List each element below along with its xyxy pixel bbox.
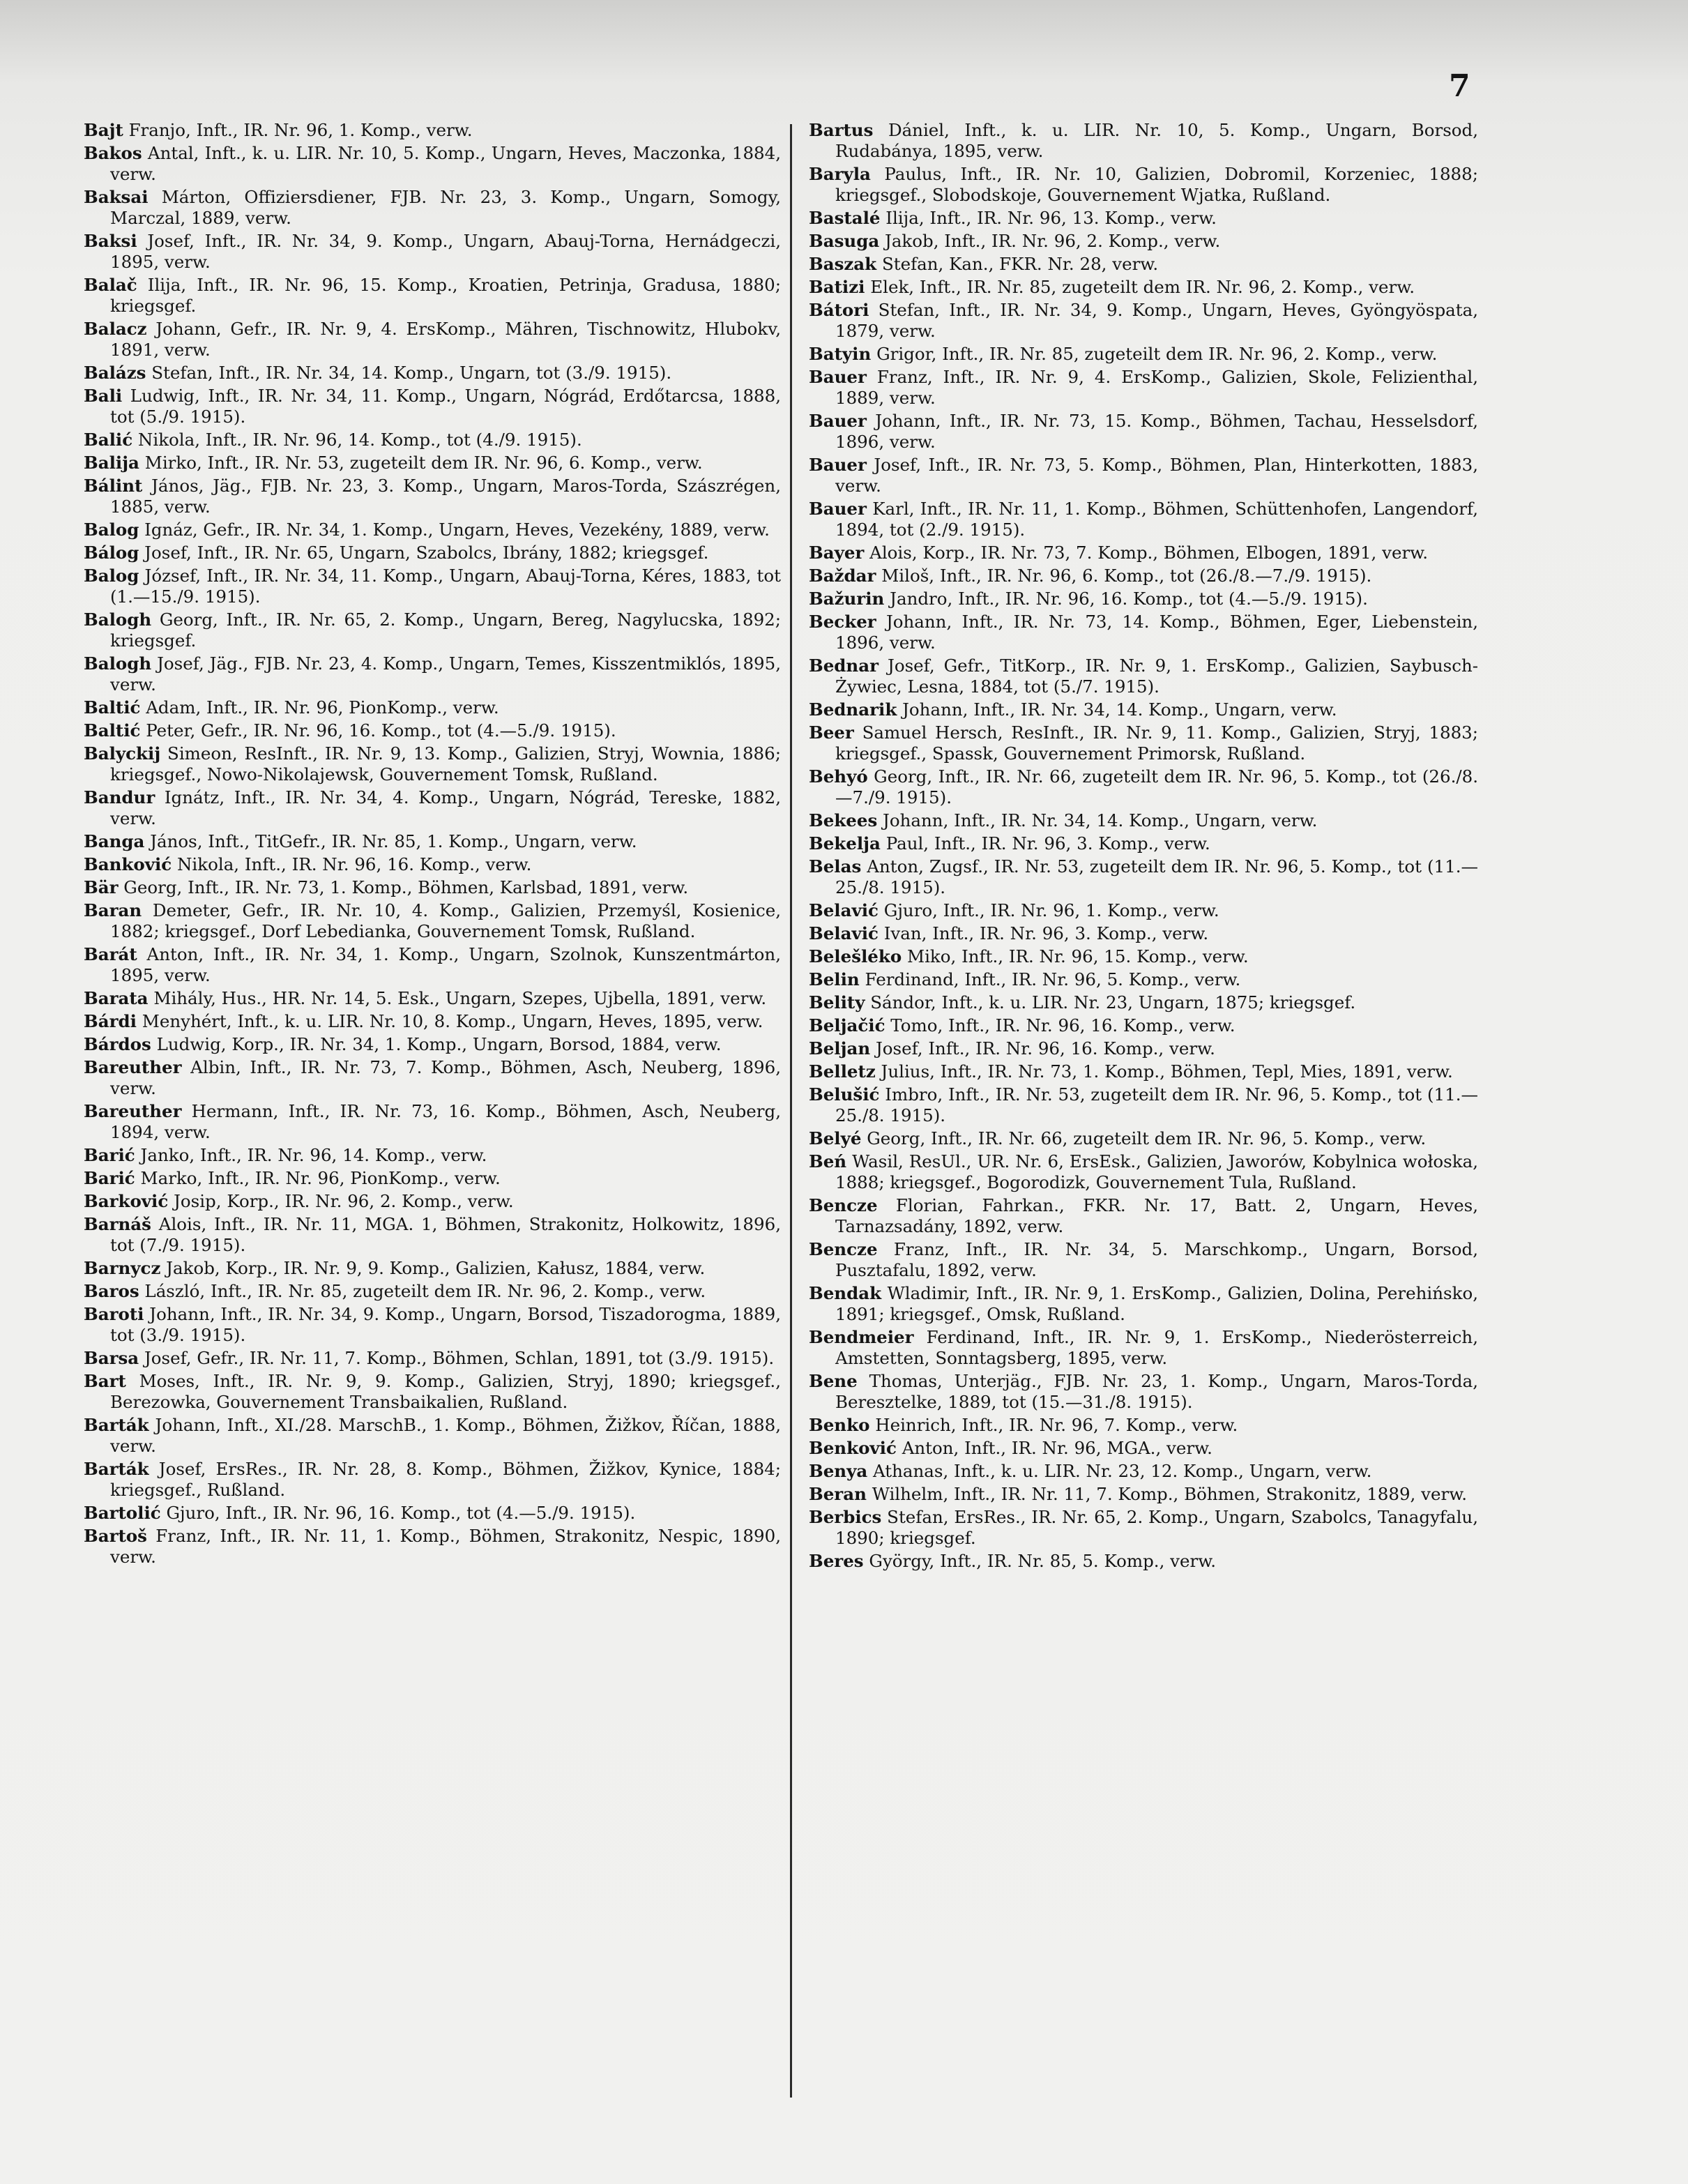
casualty-entry xyxy=(84,988,781,1009)
entry-details: Josip, Korp., IR. Nr. 96, 2. Komp., verw. xyxy=(174,1191,514,1211)
entry-details: Johann, Inft., XI./28. MarschB., 1. Komp., Böhmen, Žižkov, Říčan, 1888, verw. xyxy=(110,1415,781,1456)
casualty-entry xyxy=(809,833,1478,854)
entry-surname: Batyin xyxy=(809,344,872,364)
casualty-entry xyxy=(84,319,781,361)
casualty-entry xyxy=(84,363,781,384)
casualty-entry xyxy=(84,1459,781,1501)
entry-surname: Belletz xyxy=(809,1061,876,1082)
entry-details: Paul, Inft., IR. Nr. 96, 3. Komp., verw. xyxy=(885,833,1210,854)
casualty-entry xyxy=(84,697,781,718)
entry-details: Georg, Inft., IR. Nr. 66, zugeteilt dem IR. Nr. 96, 5. Komp., verw. xyxy=(867,1128,1427,1148)
casualty-entry xyxy=(809,1438,1478,1459)
entry-details: Johann, Inft., IR. Nr. 34, 14. Komp., Ungarn, verw. xyxy=(883,810,1318,831)
casualty-entry xyxy=(809,766,1478,808)
casualty-entry xyxy=(84,877,781,898)
casualty-entry xyxy=(84,1415,781,1457)
entry-details: Dániel, Inft., k. u. LIR. Nr. 10, 5. Komp., Ungarn, Borsod, Rudabánya, 1895, verw. xyxy=(835,120,1479,161)
entry-details: Alois, Inft., IR. Nr. 11, MGA. 1, Böhmen, Strakonitz, Holkowitz, 1896, tot (7./9. 1915). xyxy=(110,1214,781,1255)
casualty-entry xyxy=(84,386,781,427)
casualty-entry xyxy=(84,120,781,141)
entry-surname: Belešléko xyxy=(809,946,902,966)
entry-surname: Becker xyxy=(809,612,876,632)
casualty-entry xyxy=(809,254,1478,275)
entry-details: Paulus, Inft., IR. Nr. 10, Galizien, Dobromil, Korzeniec, 1888; kriegsgef., Slobodskoje, Gouvernement Wjatka, Rußland. xyxy=(835,164,1478,205)
casualty-entry xyxy=(809,120,1478,162)
casualty-entry xyxy=(84,609,781,651)
entry-surname: Baždar xyxy=(809,566,876,586)
entry-surname: Benković xyxy=(809,1438,897,1458)
casualty-entry xyxy=(84,1371,781,1413)
entry-surname: Belavić xyxy=(809,900,879,920)
casualty-entry xyxy=(809,1507,1478,1549)
entry-details: Stefan, ErsRes., IR. Nr. 65, 2. Komp., Ungarn, Szabolcs, Tanagyfalu, 1890; kriegsgef. xyxy=(835,1507,1478,1548)
entry-details: Georg, Inft., IR. Nr. 65, 2. Komp., Ungarn, Bereg, Nagylucska, 1892; kriegsgef. xyxy=(110,609,781,651)
casualty-entry xyxy=(84,1101,781,1143)
entry-surname: Bakos xyxy=(84,143,142,163)
entry-details: Menyhért, Inft., k. u. LIR. Nr. 10, 8. Komp., Ungarn, Heves, 1895, verw. xyxy=(142,1011,763,1031)
entry-details: Grigor, Inft., IR. Nr. 85, zugeteilt dem IR. Nr. 96, 2. Komp., verw. xyxy=(876,344,1438,364)
entry-surname: Bart xyxy=(84,1371,126,1391)
casualty-entry xyxy=(84,1011,781,1032)
casualty-entry xyxy=(809,589,1478,609)
casualty-entry xyxy=(84,1191,781,1212)
casualty-entry xyxy=(809,367,1478,409)
entry-details: Ludwig, Inft., IR. Nr. 34, 11. Komp., Ungarn, Nógrád, Erdőtarcsa, 1888, tot (5./9. 1915). xyxy=(110,386,781,427)
casualty-entry xyxy=(809,300,1478,342)
casualty-entry xyxy=(809,411,1478,453)
left-column xyxy=(84,120,781,1570)
entry-surname: Barković xyxy=(84,1191,169,1211)
casualty-entry xyxy=(809,543,1478,563)
entry-details: Alois, Korp., IR. Nr. 73, 7. Komp., Böhmen, Elbogen, 1891, verw. xyxy=(869,543,1429,563)
casualty-entry xyxy=(809,856,1478,898)
entry-surname: Beljan xyxy=(809,1038,871,1059)
entry-surname: Beljačić xyxy=(809,1015,885,1036)
casualty-entry xyxy=(809,231,1478,252)
entry-details: János, Inft., TitGefr., IR. Nr. 85, 1. Komp., Ungarn, verw. xyxy=(150,831,637,851)
entry-details: Janko, Inft., IR. Nr. 96, 14. Komp., verw. xyxy=(140,1145,487,1165)
casualty-entry xyxy=(84,520,781,540)
entry-surname: Bendmeier xyxy=(809,1327,914,1347)
casualty-entry xyxy=(809,499,1478,540)
entry-surname: Belavić xyxy=(809,923,879,943)
entry-surname: Bencze xyxy=(809,1239,878,1259)
casualty-entry xyxy=(84,275,781,317)
casualty-entry xyxy=(84,1526,781,1568)
casualty-entry xyxy=(809,1283,1478,1325)
casualty-entry xyxy=(84,143,781,185)
entry-details: Johann, Inft., IR. Nr. 34, 14. Komp., Ungarn, verw. xyxy=(902,699,1337,720)
entry-surname: Bauer xyxy=(809,367,867,387)
entry-surname: Bárdos xyxy=(84,1034,151,1054)
casualty-entry xyxy=(809,946,1478,967)
casualty-entry xyxy=(84,1348,781,1369)
entry-surname: Bayer xyxy=(809,543,865,563)
casualty-entry xyxy=(84,1145,781,1166)
entry-surname: Balač xyxy=(84,275,137,295)
entry-surname: Bálint xyxy=(84,476,143,496)
entry-details: Ludwig, Korp., IR. Nr. 34, 1. Komp., Ungarn, Borsod, 1884, verw. xyxy=(156,1034,722,1054)
casualty-entry xyxy=(809,1415,1478,1436)
entry-details: Heinrich, Inft., IR. Nr. 96, 7. Komp., verw. xyxy=(875,1415,1238,1435)
casualty-entry xyxy=(84,831,781,852)
entry-details: Georg, Inft., IR. Nr. 66, zugeteilt dem IR. Nr. 96, 5. Komp., tot (26./8.—7./9. 1915). xyxy=(835,766,1478,807)
entry-details: Adam, Inft., IR. Nr. 96, PionKomp., verw. xyxy=(146,697,499,718)
entry-surname: Bednar xyxy=(809,655,879,676)
entry-details: Athanas, Inft., k. u. LIR. Nr. 23, 12. Komp., Ungarn, verw. xyxy=(873,1461,1372,1481)
entry-details: Mirko, Inft., IR. Nr. 53, zugeteilt dem IR. Nr. 96, 6. Komp., verw. xyxy=(144,453,703,473)
entry-details: Nikola, Inft., IR. Nr. 96, 14. Komp., tot (4./9. 1915). xyxy=(137,430,582,450)
casualty-entry xyxy=(809,722,1478,764)
casualty-entry xyxy=(84,231,781,273)
entry-surname: Baksi xyxy=(84,231,137,251)
entry-surname: Baltić xyxy=(84,720,141,741)
entry-surname: Balogh xyxy=(84,653,152,674)
casualty-entry xyxy=(809,344,1478,365)
entry-surname: Beer xyxy=(809,722,854,743)
casualty-entry xyxy=(809,1015,1478,1036)
entry-surname: Bažurin xyxy=(809,589,885,609)
entry-details: Josef, Inft., IR. Nr. 96, 16. Komp., verw. xyxy=(875,1038,1215,1059)
entry-surname: Balyckij xyxy=(84,743,161,764)
entry-details: Stefan, Inft., IR. Nr. 34, 14. Komp., Ungarn, tot (3./9. 1915). xyxy=(151,363,672,383)
entry-details: Anton, Inft., IR. Nr. 96, MGA., verw. xyxy=(902,1438,1212,1458)
casualty-entry xyxy=(84,1281,781,1302)
entry-surname: Baryla xyxy=(809,164,871,184)
entry-details: Simeon, ResInft., IR. Nr. 9, 13. Komp., Galizien, Stryj, Wownia, 1886; kriegsgef., Nowo-Nikolajewsk, Gouvernement Tomsk, Rußland. xyxy=(110,743,781,784)
casualty-entry xyxy=(809,655,1478,697)
entry-surname: Bandur xyxy=(84,787,155,807)
entry-details: Peter, Gefr., IR. Nr. 96, 16. Komp., tot (4.—5./9. 1915). xyxy=(146,720,616,741)
entry-surname: Barták xyxy=(84,1415,149,1435)
casualty-entry xyxy=(84,720,781,741)
entry-surname: Balog xyxy=(84,520,139,540)
casualty-entry xyxy=(809,1084,1478,1126)
entry-details: Julius, Inft., IR. Nr. 73, 1. Komp., Böhmen, Tepl, Mies, 1891, verw. xyxy=(881,1061,1453,1082)
entry-details: Ferdinand, Inft., IR. Nr. 9, 1. ErsKomp., Niederösterreich, Amstetten, Sonntagsberg, 1895, verw. xyxy=(835,1327,1478,1368)
entry-details: Marko, Inft., IR. Nr. 96, PionKomp., verw. xyxy=(140,1168,501,1188)
entry-surname: Belušić xyxy=(809,1084,880,1105)
casualty-entry xyxy=(809,1151,1478,1193)
entry-details: Imbro, Inft., IR. Nr. 53, zugeteilt dem IR. Nr. 96, 5. Komp., tot (11.—25./8. 1915). xyxy=(835,1084,1478,1125)
entry-details: Miko, Inft., IR. Nr. 96, 15. Komp., verw. xyxy=(907,946,1249,966)
casualty-entry xyxy=(84,1258,781,1279)
entry-details: Josef, ErsRes., IR. Nr. 28, 8. Komp., Böhmen, Žižkov, Kynice, 1884; kriegsgef., Rußland. xyxy=(110,1459,781,1500)
entry-surname: Bendak xyxy=(809,1283,882,1303)
entry-details: Josef, Inft., IR. Nr. 73, 5. Komp., Böhmen, Plan, Hinterkotten, 1883, verw. xyxy=(835,455,1478,496)
entry-details: György, Inft., IR. Nr. 85, 5. Komp., verw. xyxy=(869,1551,1217,1571)
entry-details: Ignáz, Gefr., IR. Nr. 34, 1. Komp., Ungarn, Heves, Vezekény, 1889, verw. xyxy=(144,520,770,540)
casualty-entry xyxy=(809,1371,1478,1413)
entry-surname: Baroti xyxy=(84,1304,144,1324)
casualty-entry xyxy=(809,699,1478,720)
entry-details: Wasil, ResUl., UR. Nr. 6, ErsEsk., Galizien, Jaworów, Kobylnica wołoska, 1888; kriegsgef., Bogorodizk, Gouvernement Tula, Rußland. xyxy=(835,1151,1478,1192)
casualty-entry xyxy=(809,164,1478,206)
entry-details: Karl, Inft., IR. Nr. 11, 1. Komp., Böhmen, Schüttenhofen, Langendorf, 1894, tot (2./9. 1915). xyxy=(835,499,1478,540)
entry-details: Stefan, Kan., FKR. Nr. 28, verw. xyxy=(881,254,1159,274)
casualty-entry xyxy=(84,854,781,875)
entry-details: Anton, Zugsf., IR. Nr. 53, zugeteilt dem IR. Nr. 96, 5. Komp., tot (11.—25./8. 1915). xyxy=(835,856,1478,897)
casualty-entry xyxy=(84,1057,781,1099)
entry-surname: Bastalé xyxy=(809,208,881,228)
entry-details: Tomo, Inft., IR. Nr. 96, 16. Komp., verw. xyxy=(890,1015,1235,1036)
entry-surname: Barnycz xyxy=(84,1258,161,1278)
casualty-entry xyxy=(809,455,1478,496)
entry-details: Josef, Gefr., IR. Nr. 11, 7. Komp., Böhmen, Schlan, 1891, tot (3./9. 1915). xyxy=(144,1348,775,1368)
entry-surname: Berbics xyxy=(809,1507,882,1527)
entry-details: Ilija, Inft., IR. Nr. 96, 13. Komp., verw. xyxy=(885,208,1217,228)
casualty-entry xyxy=(809,1195,1478,1237)
entry-surname: Balog xyxy=(84,566,139,586)
entry-surname: Bednarik xyxy=(809,699,897,720)
entry-surname: Barić xyxy=(84,1168,135,1188)
casualty-entry xyxy=(84,944,781,986)
casualty-entry xyxy=(84,653,781,695)
entry-surname: Banković xyxy=(84,854,172,874)
casualty-entry xyxy=(84,1214,781,1256)
entry-surname: Benya xyxy=(809,1461,868,1481)
entry-details: Ignátz, Inft., IR. Nr. 34, 4. Komp., Ungarn, Nógrád, Tereske, 1882, verw. xyxy=(110,787,781,828)
entry-details: Albin, Inft., IR. Nr. 73, 7. Komp., Böhmen, Asch, Neuberg, 1896, verw. xyxy=(110,1057,781,1098)
entry-surname: Baltić xyxy=(84,697,141,718)
casualty-entry xyxy=(809,277,1478,298)
entry-surname: Bekees xyxy=(809,810,878,831)
entry-details: Ferdinand, Inft., IR. Nr. 96, 5. Komp., verw. xyxy=(865,969,1241,989)
casualty-entry xyxy=(809,1461,1478,1482)
casualty-entry xyxy=(809,1128,1478,1149)
entry-surname: Barták xyxy=(84,1459,149,1479)
entry-details: Hermann, Inft., IR. Nr. 73, 16. Komp., Böhmen, Asch, Neuberg, 1894, verw. xyxy=(110,1101,781,1142)
entry-details: Sándor, Inft., k. u. LIR. Nr. 23, Ungarn, 1875; kriegsgef. xyxy=(870,992,1356,1013)
entry-surname: Bareuther xyxy=(84,1101,182,1121)
entry-details: Josef, Inft., IR. Nr. 34, 9. Komp., Ungarn, Abauj-Torna, Hernádgeczi, 1895, verw. xyxy=(110,231,781,272)
entry-details: Gjuro, Inft., IR. Nr. 96, 1. Komp., verw. xyxy=(883,900,1219,920)
entry-surname: Bauer xyxy=(809,411,867,431)
casualty-entry xyxy=(809,923,1478,944)
entry-surname: Benko xyxy=(809,1415,870,1435)
entry-surname: Baros xyxy=(84,1281,139,1301)
casualty-entry xyxy=(84,1304,781,1346)
casualty-entry xyxy=(809,1239,1478,1281)
entry-details: Antal, Inft., k. u. LIR. Nr. 10, 5. Komp., Ungarn, Heves, Maczonka, 1884, verw. xyxy=(110,143,781,184)
casualty-entry xyxy=(809,969,1478,990)
entry-surname: Behyó xyxy=(809,766,868,787)
entry-details: Jandro, Inft., IR. Nr. 96, 16. Komp., tot (4.—5./9. 1915). xyxy=(890,589,1368,609)
entry-surname: Baksai xyxy=(84,187,149,207)
casualty-entry xyxy=(809,1484,1478,1505)
entry-surname: Bali xyxy=(84,386,123,406)
entry-surname: Barata xyxy=(84,988,149,1008)
entry-details: Ilija, Inft., IR. Nr. 96, 15. Komp., Kroatien, Petrinja, Gradusa, 1880; kriegsgef. xyxy=(110,275,781,316)
entry-details: Samuel Hersch, ResInft., IR. Nr. 9, 11. Komp., Galizien, Stryj, 1883; kriegsgef., Spassk, Gouvernement Primorsk, Rußland. xyxy=(835,722,1478,764)
entry-surname: Belyé xyxy=(809,1128,862,1148)
entry-details: László, Inft., IR. Nr. 85, zugeteilt dem IR. Nr. 96, 2. Komp., verw. xyxy=(144,1281,706,1301)
entry-surname: Bauer xyxy=(809,455,867,475)
casualty-entry xyxy=(84,900,781,942)
entry-surname: Balić xyxy=(84,430,133,450)
entry-details: Johann, Inft., IR. Nr. 73, 14. Komp., Böhmen, Eger, Liebenstein, 1896, verw. xyxy=(835,612,1478,653)
entry-surname: Balázs xyxy=(84,363,146,383)
entry-details: Miloš, Inft., IR. Nr. 96, 6. Komp., tot (26./8.—7./9. 1915). xyxy=(881,566,1372,586)
entry-details: Stefan, Inft., IR. Nr. 34, 9. Komp., Ungarn, Heves, Gyöngyöspata, 1879, verw. xyxy=(835,300,1478,341)
entry-surname: Banga xyxy=(84,831,145,851)
entry-surname: Beres xyxy=(809,1551,864,1571)
entry-details: Márton, Offiziersdiener, FJB. Nr. 23, 3. Komp., Ungarn, Somogy, Marczal, 1889, verw. xyxy=(110,187,781,228)
entry-surname: Bárdi xyxy=(84,1011,137,1031)
casualty-entry xyxy=(809,1038,1478,1059)
casualty-entry xyxy=(84,187,781,229)
entry-details: Demeter, Gefr., IR. Nr. 10, 4. Komp., Galizien, Przemyśl, Kosienice, 1882; kriegsgef., Dorf Lebedianka, Gouvernement Tomsk, Rußland. xyxy=(110,900,781,941)
entry-details: Nikola, Inft., IR. Nr. 96, 16. Komp., verw. xyxy=(176,854,532,874)
entry-surname: Balija xyxy=(84,453,139,473)
entry-details: Johann, Inft., IR. Nr. 34, 9. Komp., Ungarn, Borsod, Tiszadorogma, 1889, tot (3./9. 1915). xyxy=(110,1304,781,1345)
entry-surname: Bencze xyxy=(809,1195,878,1215)
entry-surname: Barsa xyxy=(84,1348,139,1368)
entry-surname: Bartoš xyxy=(84,1526,147,1546)
entry-details: Florian, Fahrkan., FKR. Nr. 17, Batt. 2, Ungarn, Heves, Tarnazsadány, 1892, verw. xyxy=(835,1195,1478,1236)
entry-surname: Belin xyxy=(809,969,860,989)
casualty-entry xyxy=(84,476,781,517)
entry-surname: Bajt xyxy=(84,120,123,140)
entry-surname: Bátori xyxy=(809,300,869,320)
casualty-entry xyxy=(84,1503,781,1524)
entry-surname: Bekelja xyxy=(809,833,881,854)
entry-details: János, Jäg., FJB. Nr. 23, 3. Komp., Ungarn, Maros-Torda, Szászrégen, 1885, verw. xyxy=(110,476,781,517)
entry-details: Franz, Inft., IR. Nr. 34, 5. Marschkomp., Ungarn, Borsod, Pusztafalu, 1892, verw. xyxy=(835,1239,1479,1280)
entry-details: Josef, Gefr., TitKorp., IR. Nr. 9, 1. ErsKomp., Galizien, Saybusch-Żywiec, Lesna, 1884, tot (5./7. 1915). xyxy=(835,655,1478,697)
casualty-entry xyxy=(809,1327,1478,1369)
entry-surname: Belas xyxy=(809,856,862,877)
casualty-entry xyxy=(84,430,781,450)
entry-details: Elek, Inft., IR. Nr. 85, zugeteilt dem IR. Nr. 96, 2. Komp., verw. xyxy=(870,277,1415,297)
casualty-entry xyxy=(809,612,1478,653)
entry-details: Franz, Inft., IR. Nr. 9, 4. ErsKomp., Galizien, Skole, Felizienthal, 1889, verw. xyxy=(835,367,1478,408)
entry-surname: Belity xyxy=(809,992,865,1013)
entry-surname: Bálog xyxy=(84,543,139,563)
casualty-entry xyxy=(809,992,1478,1013)
entry-surname: Baran xyxy=(84,900,142,920)
entry-surname: Bauer xyxy=(809,499,867,519)
casualty-entry xyxy=(809,900,1478,921)
right-column xyxy=(809,120,1478,1574)
casualty-entry xyxy=(84,566,781,607)
entry-surname: Bartus xyxy=(809,120,874,140)
entry-details: Ivan, Inft., IR. Nr. 96, 3. Komp., verw. xyxy=(883,923,1209,943)
entry-details: Mihály, Hus., HR. Nr. 14, 5. Esk., Ungarn, Szepes, Ujbella, 1891, verw. xyxy=(153,988,767,1008)
entry-details: Franjo, Inft., IR. Nr. 96, 1. Komp., verw. xyxy=(128,120,473,140)
entry-details: Josef, Inft., IR. Nr. 65, Ungarn, Szabolcs, Ibrány, 1882; kriegsgef. xyxy=(144,543,709,563)
entry-surname: Batizi xyxy=(809,277,865,297)
casualty-entry xyxy=(84,1034,781,1055)
entry-details: Wladimir, Inft., IR. Nr. 9, 1. ErsKomp., Galizien, Dolina, Perehińsko, 1891; kriegsgef., Omsk, Rußland. xyxy=(835,1283,1478,1324)
entry-details: Johann, Gefr., IR. Nr. 9, 4. ErsKomp., Mähren, Tischnowitz, Hlubokv, 1891, verw. xyxy=(110,319,781,360)
entry-surname: Barát xyxy=(84,944,137,964)
casualty-entry xyxy=(84,1168,781,1189)
entry-surname: Bene xyxy=(809,1371,858,1391)
entry-details: József, Inft., IR. Nr. 34, 11. Komp., Ungarn, Abauj-Torna, Kéres, 1883, tot (1.—15./9. 1915). xyxy=(110,566,781,607)
casualty-entry xyxy=(84,787,781,829)
casualty-entry xyxy=(809,566,1478,586)
casualty-entry xyxy=(809,810,1478,831)
entry-surname: Beń xyxy=(809,1151,847,1171)
entry-surname: Barić xyxy=(84,1145,135,1165)
entry-details: Thomas, Unterjäg., FJB. Nr. 23, 1. Komp., Ungarn, Maros-Torda, Beresztelke, 1889, tot (15.—31./8. 1915). xyxy=(835,1371,1478,1412)
entry-surname: Balogh xyxy=(84,609,152,630)
entry-details: Jakob, Inft., IR. Nr. 96, 2. Komp., verw. xyxy=(885,231,1221,251)
entry-surname: Bartolić xyxy=(84,1503,161,1523)
entry-details: Jakob, Korp., IR. Nr. 9, 9. Komp., Galizien, Kałusz, 1884, verw. xyxy=(166,1258,706,1278)
casualty-entry xyxy=(84,543,781,563)
column-divider xyxy=(790,124,792,2098)
entry-surname: Basuga xyxy=(809,231,880,251)
entry-details: Georg, Inft., IR. Nr. 73, 1. Komp., Böhmen, Karlsbad, 1891, verw. xyxy=(123,877,689,897)
casualty-entry xyxy=(809,1061,1478,1082)
entry-details: Josef, Jäg., FJB. Nr. 23, 4. Komp., Ungarn, Temes, Kisszentmiklós, 1895, verw. xyxy=(110,653,781,695)
entry-details: Wilhelm, Inft., IR. Nr. 11, 7. Komp., Böhmen, Strakonitz, 1889, verw. xyxy=(872,1484,1468,1504)
casualty-entry xyxy=(84,453,781,473)
casualty-entry xyxy=(809,1551,1478,1572)
entry-surname: Barnáš xyxy=(84,1214,151,1234)
entry-surname: Bareuther xyxy=(84,1057,182,1077)
page-number: 7 xyxy=(1449,68,1470,104)
entry-details: Franz, Inft., IR. Nr. 11, 1. Komp., Böhmen, Strakonitz, Nespic, 1890, verw. xyxy=(110,1526,781,1567)
entry-surname: Balacz xyxy=(84,319,147,339)
entry-details: Johann, Inft., IR. Nr. 73, 15. Komp., Böhmen, Tachau, Hesselsdorf, 1896, verw. xyxy=(835,411,1478,452)
entry-surname: Bär xyxy=(84,877,119,897)
casualty-entry xyxy=(809,208,1478,229)
entry-details: Gjuro, Inft., IR. Nr. 96, 16. Komp., tot (4.—5./9. 1915). xyxy=(166,1503,636,1523)
entry-surname: Beran xyxy=(809,1484,867,1504)
entry-surname: Baszak xyxy=(809,254,877,274)
casualty-entry xyxy=(84,743,781,785)
entry-details: Anton, Inft., IR. Nr. 34, 1. Komp., Ungarn, Szolnok, Kunszentmárton, 1895, verw. xyxy=(110,944,781,985)
entry-details: Moses, Inft., IR. Nr. 9, 9. Komp., Galizien, Stryj, 1890; kriegsgef., Berezowka, Gouvernement Transbaikalien, Rußland. xyxy=(110,1371,781,1412)
